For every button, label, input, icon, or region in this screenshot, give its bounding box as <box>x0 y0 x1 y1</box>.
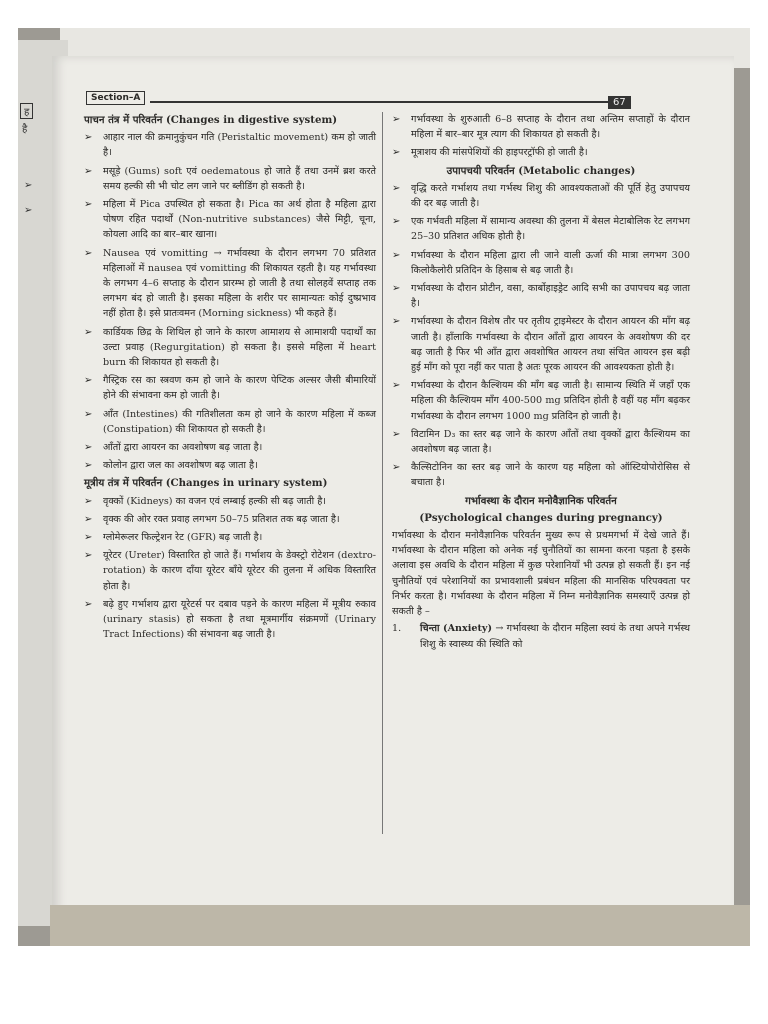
list-item <box>392 214 690 244</box>
list-item <box>392 378 690 424</box>
item-text: यूरेटर (Ureter) विस्तारित हो जाते हैं। गर्भाशय के डेक्स्ट्रो रोटेशन (dextro-rotation) के कारण दाँया यूरेटर बाँये यूरेटर की तुलना में अधिक विस्तारित होता है। <box>103 550 376 592</box>
bullet-arrow-icon: ➢ <box>392 462 401 474</box>
item-text: गर्भावस्था के दौरान विशेष तौर पर तृतीय ट्राइमेस्टर के दौरान आयरन की माँग बढ़ जाती है। हाँलाकि गर्भावस्था के दौरान आँतों द्वारा आयरन के अवशोषण की दर बढ़ जाती है फिर भी आँत द्वारा अवशोषित आयरन तथा संचित आयरन इस बढ़ी हुई माँग को पूरा नहीं कर पाता है अतः पूरक आयरन की आवश्यकता होती है। <box>411 316 690 374</box>
list-item <box>84 512 376 527</box>
item-text: कैल्सिटोनिन का स्तर बढ़ जाने के कारण यह महिला को ऑस्टियोपोरोसिस से बचाता है। <box>411 462 690 489</box>
list-item <box>392 281 690 311</box>
item-title: चिन्ता (Anxiety) <box>420 623 493 635</box>
digestive-list <box>84 130 376 473</box>
list-item <box>392 314 690 375</box>
item-text: वृक्कों (Kidneys) का वजन एवं लम्बाई हल्की सी बढ़ जाती है। <box>103 495 326 507</box>
bullet-arrow-icon: ➢ <box>84 532 93 544</box>
item-text: एक गर्भवती महिला में सामान्य अवस्था की तुलना में बेसल मेटाबोलिक रेट लगभग 25–30 प्रतिशत अधिक होती है। <box>411 216 690 243</box>
metabolic-heading: उपापचयी परिवर्तन (Metabolic changes) <box>446 164 636 177</box>
item-text: गैस्ट्रिक रस का स्त्रवण कम हो जाने के कारण पेप्टिक अल्सर जैसी बीमारियों होने की संभावना कम हो जाती है। <box>103 375 376 402</box>
item-text: वृद्धि करते गर्भाशय तथा गर्भस्थ शिशु की आवश्यकताओं की पूर्ति हेतु उपापचय की दर बढ़ जाती है। <box>411 182 690 210</box>
bullet-arrow-icon: ➢ <box>84 375 93 387</box>
urinary-continued-list <box>392 112 690 161</box>
item-text: मूत्राशय की मांसपेशियों की हाइपरट्रॉफी हो जाती है। <box>411 147 588 159</box>
psych-subheading: (Psychological changes during pregnancy) <box>419 511 663 524</box>
bullet-arrow-icon: ➢ <box>84 460 93 472</box>
list-item <box>84 494 376 509</box>
bullet-arrow-icon: ➢ <box>392 182 401 194</box>
list-item <box>84 548 376 594</box>
margin-bullet-icon: ➢ <box>24 205 33 216</box>
list-item <box>84 440 376 455</box>
bullet-arrow-icon: ➢ <box>392 114 401 125</box>
item-number: 1. <box>392 623 402 635</box>
bullet-arrow-icon: ➢ <box>84 408 93 420</box>
list-item <box>392 145 690 160</box>
bullet-arrow-icon: ➢ <box>392 216 401 228</box>
list-item <box>84 530 376 545</box>
bullet-arrow-icon: ➢ <box>84 247 93 259</box>
list-item <box>84 597 376 643</box>
list-item <box>392 460 690 490</box>
bullet-arrow-icon: ➢ <box>84 199 93 211</box>
margin-bullet-icon: ➢ <box>24 180 33 191</box>
item-text: कार्डियक छिद्र के शिथिल हो जाने के कारण आमाशय से आमाशयी पदार्थों का उल्टा प्रवाह (Regurgitation) हो सकता है। इससे महिला में heart burn की शिकायत हो सकती है। <box>103 326 376 369</box>
left-column <box>84 112 376 646</box>
margin-fragment-text: है <box>22 124 28 135</box>
list-item <box>392 181 690 211</box>
bullet-arrow-icon: ➢ <box>392 147 401 159</box>
item-text: बढ़े हुए गर्भाशय द्वारा यूरेटर्स पर दबाव पड़ने के कारण महिला में मूत्रीय रुकाव (urinary stasis) हो सकता है तथा मूत्रमार्गीय संक्रमणों (Urinary Tract Infections) की संभावना बढ़ जाती है। <box>103 598 376 641</box>
item-text: गर्भावस्था के दौरान महिला द्वारा ली जाने वाली ऊर्जा की मात्रा लगभग 300 किलोकैलोरी प्रतिदिन के हिसाब से बढ़ जाती है। <box>411 249 690 276</box>
bullet-arrow-icon: ➢ <box>84 326 93 338</box>
list-item <box>84 246 376 322</box>
list-item <box>84 373 376 403</box>
header-rule <box>150 101 620 103</box>
list-item <box>84 197 376 243</box>
list-item <box>84 325 376 371</box>
bullet-arrow-icon: ➢ <box>84 513 93 525</box>
item-text: कोलोन द्वारा जल का अवशोषण बढ़ जाता है। <box>103 460 258 472</box>
metabolic-list <box>392 181 690 491</box>
bullet-arrow-icon: ➢ <box>84 165 93 177</box>
bullet-arrow-icon: ➢ <box>84 495 93 507</box>
bullet-arrow-icon: ➢ <box>84 132 93 144</box>
list-item <box>392 248 690 278</box>
digestive-heading: पाचन तंत्र में परिवर्तन (Changes in digestive system) <box>84 114 338 126</box>
item-text: गर्भावस्था के शुरुआती 6–8 सप्ताह के दौरान तथा अन्तिम सप्ताहों के दौरान महिला में बार–बार मूत्र त्याग की शिकायत हो सकती है। <box>411 114 690 141</box>
right-column <box>392 112 690 652</box>
table-edge <box>50 905 750 946</box>
item-text: गर्भावस्था के दौरान प्रोटीन, वसा, कार्बोहाइड्रेट आदि सभी का उपापचय बढ़ जाता है। <box>411 283 690 310</box>
psych-heading: गर्भावस्था के दौरान मनोवैज्ञानिक परिवर्तन <box>465 494 617 507</box>
column-divider <box>382 112 383 834</box>
bullet-arrow-icon: ➢ <box>392 316 401 328</box>
psych-paragraph: गर्भावस्था के दौरान मनोवैज्ञानिक परिवर्तन मुख्य रूप से प्रथमगर्भा में देखे जाते हैं। गर्भावस्था के दौरान महिला को अनेक नई चुनौतियों का सामना करना पड़ता है इसके अलावा इस अवधि के दौरान महिला में कुछ परेशानियाँ भी उत्पन्न हो सकती हैं। इन नई चुनौतियों एवं परेशानियों का प्रभावशाली प्रबंधन महिला की मानसिक परिपक्वता पर निर्भर करता है। गर्भावस्था के दौरान महिला में निम्न मनोवैज्ञानिक समस्याएँ उत्पन्न हो सकती है – <box>392 530 690 618</box>
margin-fragment-box: ह <box>20 103 33 119</box>
bullet-arrow-icon: ➢ <box>392 283 401 295</box>
urinary-list <box>84 494 376 643</box>
page-number: 67 <box>608 96 631 109</box>
item-text: ग्लोमेरूलर फिल्ट्रेशन रेट (GFR) बढ़ जाती है। <box>103 532 263 544</box>
item-text: वृक्क की ओर रक्त प्रवाह लगभग 50–75 प्रतिशत तक बढ़ जाता है। <box>103 513 340 525</box>
list-item <box>392 427 690 457</box>
item-text: विटामिन D₃ का स्तर बढ़ जाने के कारण आँतों तथा वृक्कों द्वारा कैल्शियम का अवशोषण बढ़ जाता है। <box>411 428 690 456</box>
item-text: आहार नाल की क्रमानुकुंचन गति (Peristaltic movement) कम हो जाती है। <box>103 132 376 159</box>
list-item <box>84 164 376 194</box>
list-item <box>84 130 376 160</box>
bullet-arrow-icon: ➢ <box>392 380 401 392</box>
item-text: आँतों द्वारा आयरन का अवशोषण बढ़ जाता है। <box>103 442 263 454</box>
item-text: गर्भावस्था के दौरान कैल्शियम की माँग बढ़ जाती है। सामान्य स्थिति में जहाँ एक महिला की कैल्शियम माँग 400-500 mg प्रतिदिन होती है वहीं यह माँग बढ़कर गर्भावस्था के दौरान लगभग 1000 mg प्रतिदिन हो जाती है। <box>411 380 690 422</box>
item-text: महिला में Pica उपस्थित हो सकता है। Pica का अर्थ होता है महिला द्वारा पोषण रहित पदार्थों (Non-nutritive substances) जैसे मिट्टी, चूना, कोयला आदि का बार–बार खाना। <box>103 199 376 241</box>
bullet-arrow-icon: ➢ <box>84 598 93 610</box>
bullet-arrow-icon: ➢ <box>392 428 401 440</box>
list-item <box>84 458 376 473</box>
section-label: Section–A <box>86 91 145 105</box>
list-item <box>84 407 376 437</box>
bullet-arrow-icon: ➢ <box>392 249 401 261</box>
item-text: → गर्भावस्था के दौरान महिला स्वयं के तथा अपने गर्भस्थ शिशु के स्वास्थ्य की स्थिति को <box>420 623 690 650</box>
urinary-heading: मूत्रीय तंत्र में परिवर्तन (Changes in urinary system) <box>84 477 328 490</box>
numbered-item <box>392 621 690 651</box>
list-item <box>392 112 690 142</box>
item-text: Nausea एवं vomitting → गर्भावस्था के दौरान लगभग 70 प्रतिशत महिलाओं में nausea एवं vomitting की शिकायत रहती है। यह गर्भावस्था के लगभग 4–6 सप्ताह के दौरान प्रारम्भ हो जाती है तथा सोलहवें सप्ताह तक लगभग बंद हो जाती है। इसका महिला के शरीर पर सामान्यतः कोई दुष्प्रभाव नहीं होता है। इसे प्रातःवमन (Morning sickness) भी कहते हैं। <box>103 247 376 320</box>
bullet-arrow-icon: ➢ <box>84 442 93 454</box>
bullet-arrow-icon: ➢ <box>84 550 93 562</box>
item-text: आँत (Intestines) की गतिशीलता कम हो जाने के कारण महिला में कब्ज (Constipation) की शिकायत हो सकती है। <box>103 408 376 435</box>
item-text: मसूड़े (Gums) soft एवं oedematous हो जाते हैं तथा उनमें ब्रश करते समय हल्की सी भी चोट लग जाने पर ब्लीडिंग हो सकती है। <box>103 165 376 192</box>
